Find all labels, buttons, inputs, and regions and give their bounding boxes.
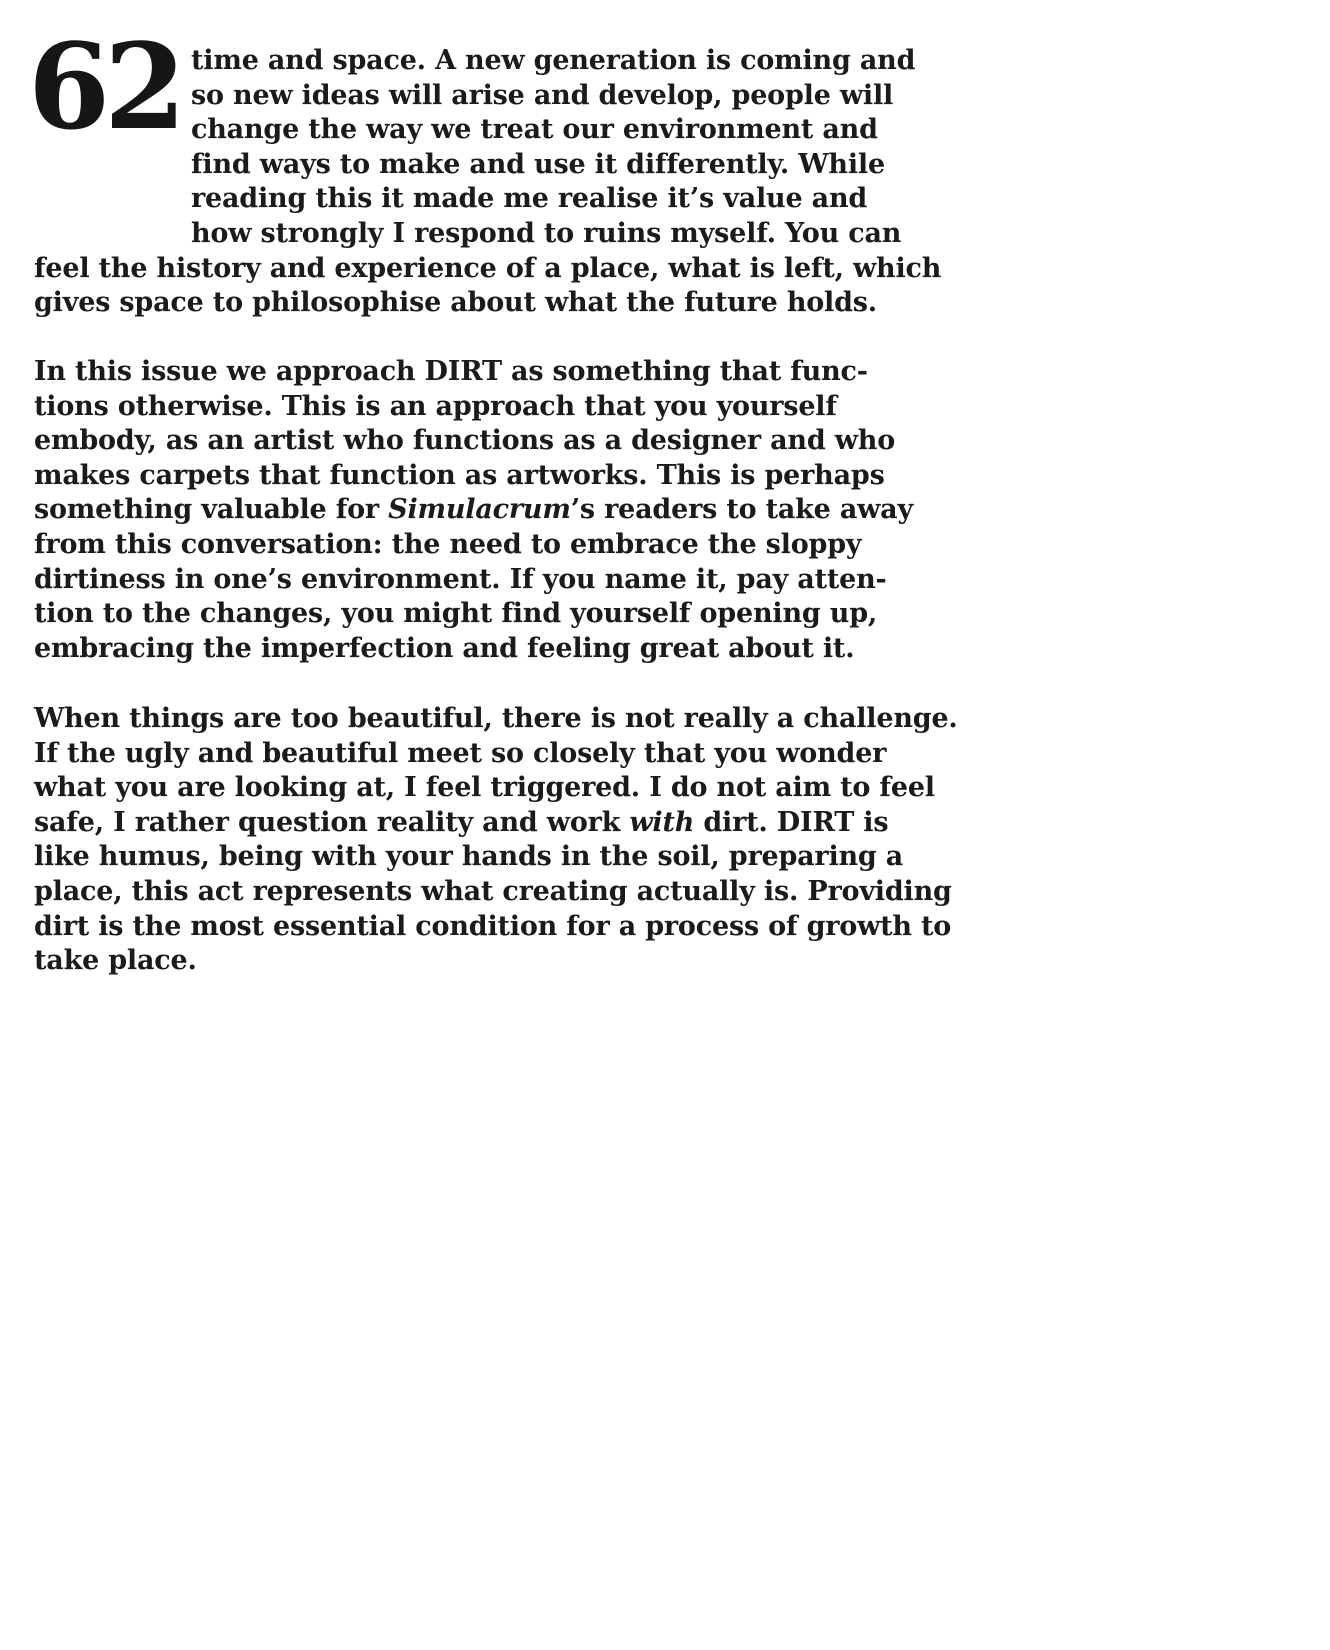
text-line: When things are too beautiful, there is not really a challenge. [34,703,958,734]
answer-paragraph-1 [34,44,941,321]
text-line: tions otherwise. This is an approach that you yourself [34,390,837,422]
text-line: dirt is the most essential condition for a process of growth to [34,910,952,942]
text-line: from this conversation: the need to embrace the sloppy [34,528,862,560]
text-line: dirtiness in one’s environment. If you name it, pay atten- [34,563,887,595]
text-line: change the way we treat our environment and [191,114,878,146]
text-line: how strongly I respond to ruins myself. You can [191,217,902,249]
text-line: like humus, being with your hands in the soil, preparing a [34,841,904,873]
text-run: something valuable for [34,494,389,526]
text-line: what you are looking at, I feel triggered. I do not aim to feel [34,772,935,804]
text-line: take place. [34,945,197,977]
text-line: In this issue we approach DIRT as something that func- [34,356,868,387]
text-line: gives space to philosophise about what the future holds. [34,287,877,319]
text-line: feel the history and experience of a place, what is left, which [34,252,942,284]
text-line: find ways to make and use it differently. While [191,148,885,180]
text-run: ’s readers to take away [570,494,913,526]
text-line: embody, as an artist who functions as a designer and who [34,425,896,457]
text-line: so new ideas will arise and develop, people will [191,79,894,111]
emphasis: with [629,806,695,838]
text-line [34,493,913,528]
text-line: time and space. A new generation is coming and [191,45,916,76]
interviewer-question [34,355,913,666]
answer-paragraph-2 [34,702,958,979]
text-line: embracing the imperfection and feeling great about it. [34,632,855,664]
text-line: makes carpets that function as artworks. This is perhaps [34,459,885,491]
text-line: If the ugly and beautiful meet so closely that you wonder [34,737,887,769]
page-number: 62 [28,17,181,156]
text-run: dirt. DIRT is [694,806,889,838]
text-run: safe, I rather question reality and work [34,806,630,838]
text-line: tion to the changes, you might find yourself opening up, [34,598,878,630]
publication-title: Simulacrum [388,494,571,526]
text-line: place, this act represents what creating actually is. Providing [34,875,952,907]
text-line [34,806,958,841]
text-line: reading this it made me realise it’s value and [191,183,868,215]
